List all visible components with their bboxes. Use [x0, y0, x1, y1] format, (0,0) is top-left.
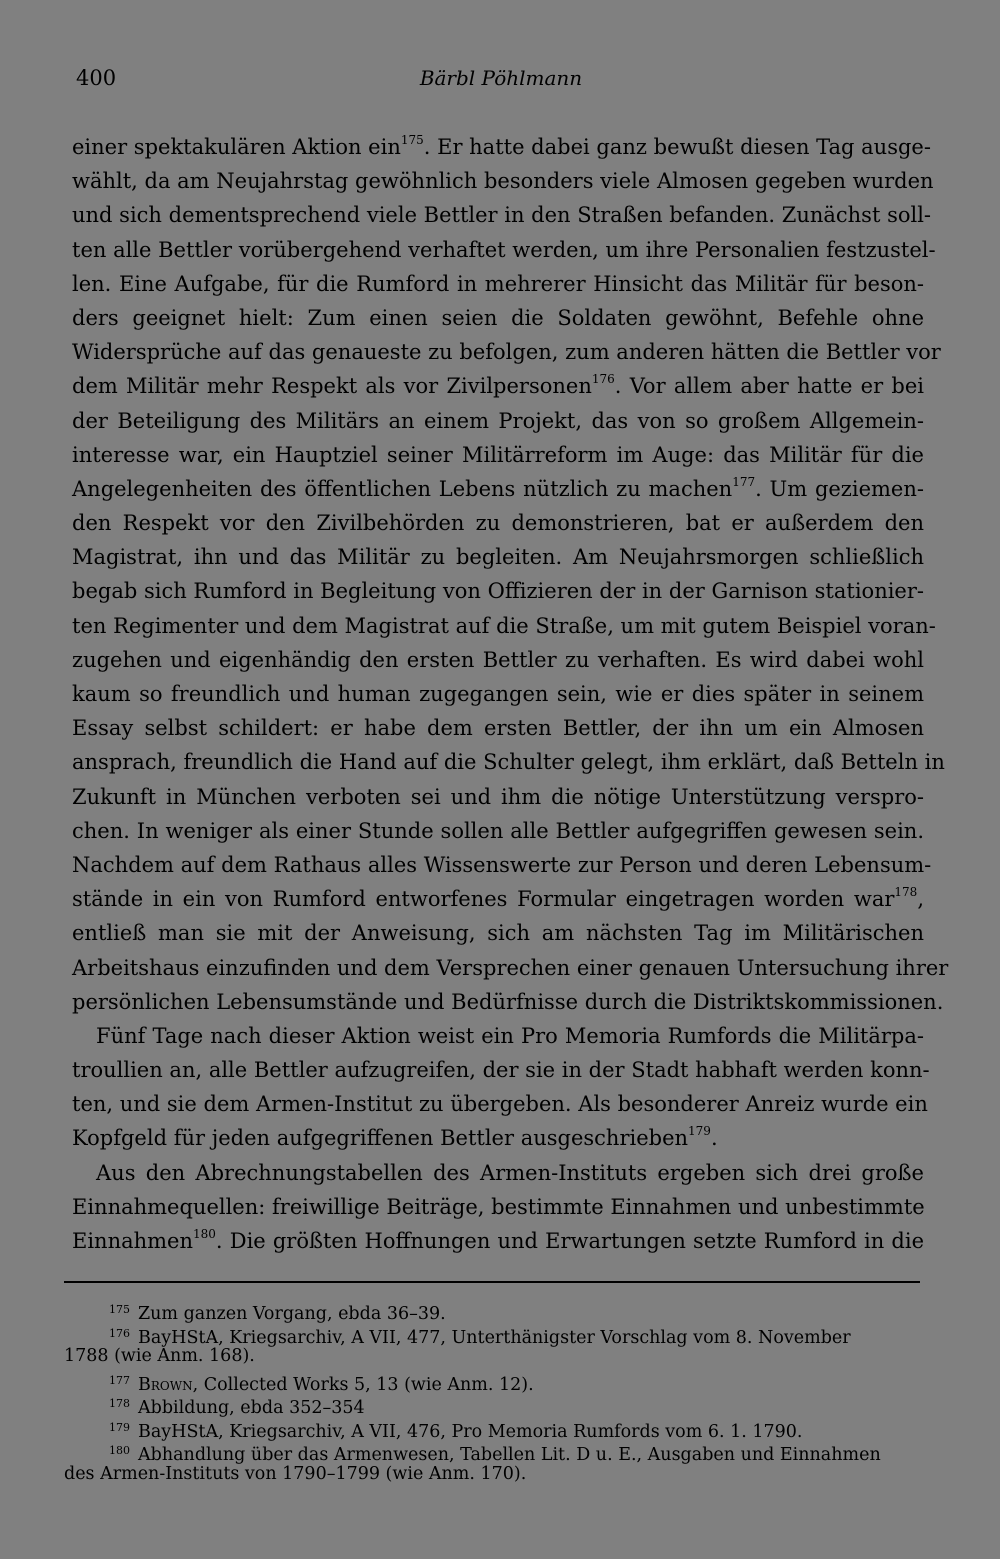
text-run: interesse war, ein Hauptziel seiner Militärreform im Auge: das Militär für die [72, 442, 924, 467]
text-run: wählt, da am Neujahrstag gewöhnlich besonders viele Almosen gegeben wurden [72, 169, 934, 194]
footnote-line [64, 1369, 920, 1393]
text-run: . Er hatte dabei ganz bewußt diesen Tag ausge- [423, 135, 931, 159]
text-run: Nachdem auf dem Rathaus alles Wissenswerte zur Person und deren Lebensum- [72, 852, 932, 877]
footnote-number: 176 [109, 1326, 130, 1340]
text-line [72, 198, 932, 232]
text-run: Kopfgeld für jeden aufgegriffenen Bettler ausgeschrieben [72, 1126, 689, 1151]
text-run: Angelegenheiten des öffentlichen Lebens nützlich zu machen [72, 476, 733, 501]
text-run: Abhandlung über das Armenwesen, Tabellen Lit. D u. E., Ausgaben und Einnahmen [138, 1445, 881, 1465]
text-line [72, 506, 924, 540]
text-line [72, 848, 932, 882]
text-line [72, 540, 924, 574]
text-line [72, 745, 945, 779]
text-run: den Respekt vor den Zivilbehörden zu demonstrieren, bat er außerdem den [72, 511, 924, 536]
text-line [72, 267, 924, 301]
text-line [72, 1121, 924, 1155]
footnote-line [64, 1416, 920, 1440]
text-run: len. Eine Aufgabe, für die Rumford in mehrerer Hinsicht das Militär für beson- [72, 271, 924, 296]
text-run: ten Regimenter und dem Magistrat auf die Straße, um mit gutem Beispiel voran- [72, 613, 936, 638]
footnote-line [64, 1392, 920, 1416]
footnote-number: 180 [109, 1444, 130, 1457]
text-run: Zukunft in München verboten sei und ihm die nötige Unterstützung verspro- [72, 784, 924, 809]
footnote-line [64, 1463, 920, 1487]
footnote-reference: 175 [400, 133, 424, 147]
text-run: Magistrat, ihn und das Militär zu begleiten. Am Neujahrsmorgen schließlich [72, 545, 924, 570]
footnote-reference: 177 [732, 474, 756, 489]
text-run: ders geeignet hielt: Zum einen seien die Soldaten gewöhnt, Befehle ohne [72, 305, 924, 330]
text-line [72, 677, 924, 711]
text-run: kaum so freundlich und human zugegangen sein, wie er dies später in seinem [72, 682, 924, 706]
text-run: dem Militär mehr Respekt als vor Zivilpersonen [72, 374, 592, 399]
text-run: 1788 (wie Anm. 168). [64, 1346, 255, 1366]
text-line [72, 233, 936, 267]
text-run: troullien an, alle Bettler aufzugreifen, der sie in der Stadt habhaft werden konn- [72, 1058, 930, 1083]
text-run: ten alle Bettler vorübergehend verhaftet werden, um ihre Personalien festzustel- [72, 237, 936, 262]
text-line [72, 916, 924, 950]
footnote-number: 175 [109, 1303, 130, 1316]
text-run: BayHStA, Kriegsarchiv, A VII, 476, Pro Memoria Rumfords vom 6. 1. 1790. [138, 1421, 803, 1442]
text-run: , Collected Works 5, 13 (wie Anm. 12). [192, 1374, 534, 1395]
text-run: Fünf Tage nach dieser Aktion weist ein Pro Memoria Rumfords die Militärpa- [96, 1023, 924, 1048]
text-line [72, 814, 924, 848]
text-line [72, 301, 924, 335]
footnote-rule [64, 1281, 920, 1283]
text-run: Einnahmequellen: freiwillige Beiträge, bestimmte Einnahmen und unbestimmte [72, 1194, 925, 1219]
text-run: BayHStA, Kriegsarchiv, A VII, 477, Unterthänigster Vorschlag vom 8. November [138, 1327, 851, 1348]
text-run: . Um geziemen- [755, 476, 924, 501]
text-run: Zum ganzen Vorgang, ebda 36–39. [138, 1304, 446, 1324]
text-run: Essay selbst schildert: er habe dem ersten Bettler, der ihn um ein Almosen [72, 716, 924, 741]
text-line [72, 951, 949, 985]
text-run: zugehen und eigenhändig den ersten Bettler zu verhaften. Es wird dabei wohl [72, 647, 924, 672]
text-run: einer spektakulären Aktion ein [72, 135, 401, 159]
text-line [72, 164, 934, 198]
footnote-line [64, 1439, 920, 1463]
text-line [72, 711, 924, 745]
text-run: Abbildung, ebda 352–354 [138, 1398, 365, 1418]
text-run: persönlichen Lebensumstände und Bedürfnisse durch die Distriktskommissionen. [72, 989, 944, 1014]
text-run: chen. In weniger als einer Stunde sollen alle Bettler aufgegriffen gewesen sein. [72, 818, 924, 843]
text-line [72, 609, 936, 643]
text-line [72, 472, 924, 506]
text-line [72, 985, 944, 1019]
author-name: Brown [138, 1374, 193, 1395]
text-line [72, 130, 931, 164]
footnote-reference: 180 [193, 1227, 216, 1241]
text-line [72, 369, 924, 403]
text-line [72, 643, 924, 677]
text-run: und sich dementsprechend viele Bettler in den Straßen befanden. Zunächst soll- [72, 203, 932, 228]
text-line [72, 882, 924, 916]
footnote-number: 179 [109, 1420, 130, 1434]
text-run: , [917, 887, 924, 912]
text-run: begab sich Rumford in Begleitung von Offizieren der in der Garnison stationier- [72, 579, 924, 604]
text-run: ansprach, freundlich die Hand auf die Schulter gelegt, ihm erklärt, daß Betteln in [72, 750, 945, 775]
text-line [72, 1224, 924, 1258]
footnote-number: 178 [109, 1397, 130, 1410]
main-text [72, 130, 949, 1258]
text-line [72, 1156, 924, 1190]
text-line [72, 335, 941, 369]
footnote-line [64, 1345, 920, 1369]
text-run: Einnahmen [72, 1229, 194, 1253]
text-line [72, 438, 924, 472]
footnotes [64, 1298, 920, 1486]
text-run: ten, und sie dem Armen-Institut zu übergeben. Als besonderer Anreiz wurde ein [72, 1092, 928, 1117]
footnote-number: 177 [109, 1373, 130, 1387]
text-line [72, 404, 924, 438]
text-line [72, 1053, 930, 1087]
text-run: der Beteiligung des Militärs an einem Projekt, das von so großem Allgemein- [72, 408, 924, 433]
running-head: Bärbl Pöhlmann [419, 66, 583, 90]
text-run: stände in ein von Rumford entworfenes Formular eingetragen worden war [72, 887, 895, 912]
footnote-line [64, 1298, 920, 1322]
text-line [72, 1019, 924, 1053]
page-header [76, 66, 926, 98]
text-run: . Vor allem aber hatte er bei [614, 374, 924, 399]
text-run: entließ man sie mit der Anweisung, sich am nächsten Tag im Militärischen [72, 921, 924, 946]
text-line [72, 1190, 924, 1224]
text-run: Aus den Abrechnungstabellen des Armen-Instituts ergeben sich drei große [96, 1160, 924, 1185]
footnote-line [64, 1322, 920, 1346]
footnote-reference: 178 [894, 885, 918, 900]
text-line [72, 780, 924, 814]
footnote-reference: 176 [591, 372, 615, 387]
text-run: Arbeitshaus einzufinden und dem Versprechen einer genauen Untersuchung ihrer [72, 955, 949, 980]
footnote-reference: 179 [688, 1124, 711, 1139]
text-run: . Die größten Hoffnungen und Erwartungen setzte Rumford in die [215, 1229, 924, 1253]
text-run: des Armen-Instituts von 1790–1799 (wie Anm. 170). [64, 1463, 527, 1484]
text-run: . [710, 1126, 718, 1151]
page-number: 400 [76, 66, 117, 90]
text-line [72, 574, 924, 608]
text-line [72, 1087, 928, 1121]
text-run: Widersprüche auf das genaueste zu befolgen, zum anderen hätten die Bettler vor [72, 340, 941, 365]
